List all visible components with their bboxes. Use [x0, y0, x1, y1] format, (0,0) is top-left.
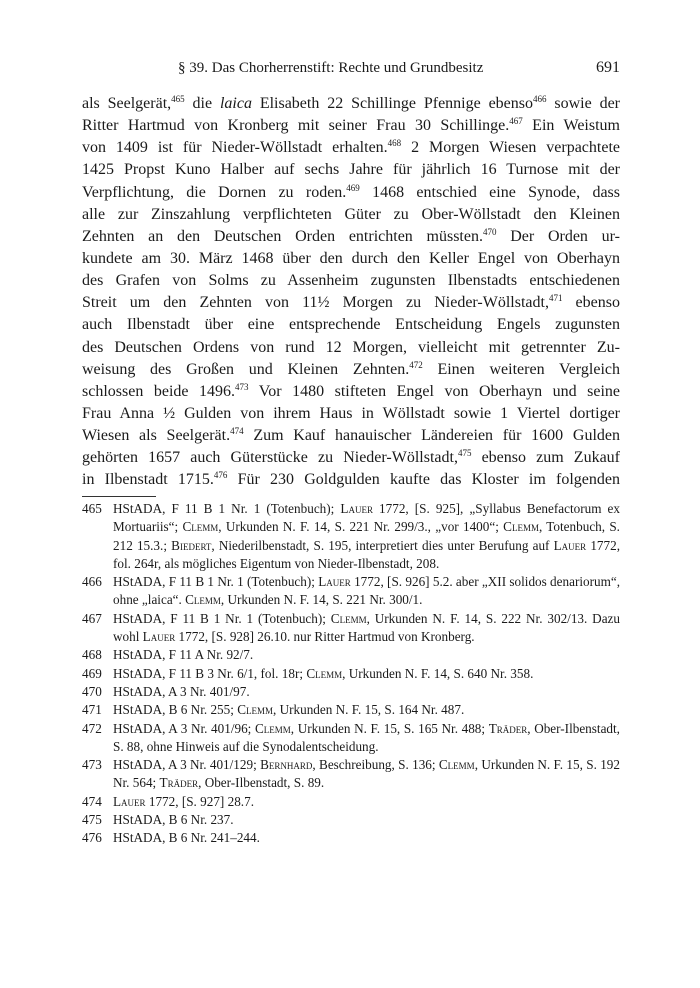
- footnote-ref[interactable]: 469: [346, 182, 360, 193]
- text-line: alle zur Zinszahlung verpflichteten Güter zu Ober-Wöllstadt den Kleinen: [82, 205, 620, 223]
- footnote-475: 475 HStADA, B 6 Nr. 237.: [82, 811, 620, 829]
- footnote-number: 474: [82, 793, 102, 809]
- footnote-number: 465: [82, 501, 102, 516]
- footnote-ref[interactable]: 468: [387, 138, 402, 149]
- text-line: Frau Anna ½ Gulden von ihrem Haus in Wöllstadt sowie 1 Viertel dortiger: [82, 404, 620, 422]
- running-header: [82, 60, 620, 84]
- running-title: § 39. Das Chorherrenstift: Rechte und Grundbesitz: [178, 60, 484, 76]
- footnote-466: 466 HStADA, F 11 B 1 Nr. 1 (Totenbuch); Lauer 1772, [S. 926] 5.2. aber „XII solidos denariorum“, ohne „laica“. Clemm, Urkunden N. F. 14, S. 221 Nr. 300/1.: [82, 574, 620, 608]
- footnote-ref[interactable]: 476: [213, 470, 228, 481]
- footnote-ref[interactable]: 470: [482, 226, 497, 237]
- text-line: weisung des Großen und Kleinen Zehnten.$^{472}$ Einen weiteren Vergleich: [82, 359, 620, 378]
- footnote-number: 476: [82, 830, 102, 846]
- footnote-476: 476 HStADA, B 6 Nr. 241–244.: [82, 829, 620, 847]
- footnote-ref[interactable]: 466: [533, 94, 547, 104]
- text-line: von 1409 ist für Nieder-Wöllstadt erhalten.$^{468}$ 2 Morgen Wiesen verpachtete: [82, 138, 620, 157]
- footnote-467: 467 HStADA, F 11 B 1 Nr. 1 (Totenbuch); Clemm, Urkunden N. F. 14, S. 222 Nr. 302/13. Dazu wohl Lauer 1772, [S. 928] 26.10. nur Ritter Hartmud von Kronberg.: [82, 610, 621, 645]
- footnote-465: 465 HStADA, F 11 B 1 Nr. 1 (Totenbuch); Lauer 1772, [S. 925], „Syllabus Benefactorum ex Mortuariis“; Clemm, Urkunden N. F. 14, S. 221 Nr. 299/3., „vor 1400“; Clemm, Totenbuch, S. 212 15.3.; Biedert, Niederilbenstadt, S. 195, interpretiert dies unter Berufung auf Lauer 1772, fol. 264r, als mögliches Eigentum von Nieder-Ilbenstadt, 208.: [82, 501, 620, 571]
- footnote-number: 468: [82, 647, 102, 663]
- footnote-ref[interactable]: 474: [230, 426, 244, 437]
- text-line: des Deutschen Ordens von rund 12 Morgen, vielleicht mit getrennter Zu-: [82, 338, 620, 356]
- footnote-number: 469: [82, 665, 102, 681]
- text-line: gehörten 1657 auch Güterstücke zu Nieder-Wöllstadt,$^{475}$ ebenso zum Zukauf: [82, 448, 620, 467]
- footnote-number: 471: [82, 702, 102, 718]
- footnote-473: 473 HStADA, A 3 Nr. 401/129; Bernhard, Beschreibung, S. 136; Clemm, Urkunden N. F. 15, S. 192 Nr. 564; Träder, Ober-Ilbenstadt, S. 89.: [82, 757, 620, 791]
- footnote-number: 475: [82, 812, 102, 828]
- footnote-ref[interactable]: 475: [457, 448, 472, 459]
- text-line: in Ilbenstadt 1715.$^{476}$ Für 230 Goldgulden kaufte das Kloster im folgenden: [82, 470, 620, 489]
- text-line: Zehnten an den Deutschen Orden entrichten müssten.$^{470}$ Der Orden ur-: [82, 226, 620, 245]
- page-number: 691: [596, 59, 620, 76]
- footnote-ref[interactable]: 473: [235, 381, 249, 392]
- footnote-number: 466: [82, 574, 102, 590]
- footnote-472: 472 HStADA, A 3 Nr. 401/96; Clemm, Urkunden N. F. 15, S. 165 Nr. 488; Träder, Ober-Ilbenstadt, S. 88, ohne Hinweis auf die Synodalentscheidung.: [82, 720, 620, 754]
- footnote-ref[interactable]: 471: [548, 293, 563, 304]
- footnotes: [82, 500, 620, 848]
- text-line: auch Ilbenstadt über eine entsprechende Entscheidung Engels zugunsten: [82, 316, 620, 334]
- text-line: 1425 Propst Kuno Halber auf sechs Jahre für jährlich 16 Turnose mit der: [82, 161, 620, 179]
- text-line: Ritter Hartmud von Kronberg mit seiner Frau 30 Schillinge.$^{467}$ Ein Weistum: [82, 116, 620, 135]
- footnote-number: 472: [82, 720, 102, 736]
- text-line: Wiesen als Seelgerät.$^{474}$ Zum Kauf hanauischer Ländereien für 1600 Gulden: [82, 426, 620, 445]
- main-text: [82, 93, 620, 492]
- footnote-469: 469 HStADA, F 11 B 3 Nr. 6/1, fol. 18r; Clemm, Urkunden N. F. 14, S. 640 Nr. 358.: [82, 665, 620, 683]
- footnote-number: 470: [82, 683, 102, 699]
- footnote-number: 467: [82, 610, 102, 626]
- text-line: Verpflichtung, die Dornen zu roden.$^{469}$ 1468 entschied eine Synode, dass: [82, 182, 620, 201]
- footnote-474: 474 Lauer 1772, [S. 927] 28.7.: [82, 793, 620, 811]
- footnote-470: 470 HStADA, A 3 Nr. 401/97.: [82, 683, 620, 701]
- footnote-ref[interactable]: 465: [171, 94, 185, 104]
- footnote-number: 473: [82, 757, 102, 773]
- text-line: als Seelgerät,$^{465}$ die laica Elisabeth 22 Schillinge Pfennige ebenso$^{466}$ sowie der: [82, 94, 620, 112]
- footnote-ref[interactable]: 472: [409, 359, 423, 370]
- footnote-divider: [82, 496, 156, 497]
- text-line: Streit um den Zehnten von 11½ Morgen zu Nieder-Wöllstadt,$^{471}$ ebenso: [82, 293, 620, 312]
- footnote-ref[interactable]: 467: [509, 116, 523, 127]
- text-line: schlossen beide 1496.$^{473}$ Vor 1480 stifteten Engel von Oberhayn und seine: [82, 381, 620, 400]
- text-line: des Grafen von Solms zu Assenheim zugunsten Ilbenstadts entschiedenen: [82, 272, 620, 290]
- text-line: kundete am 30. März 1468 über den durch den Keller Engel von Oberhayn: [82, 249, 620, 267]
- footnote-471: 471 HStADA, B 6 Nr. 255; Clemm, Urkunden N. F. 15, S. 164 Nr. 487.: [82, 701, 620, 719]
- footnote-468: 468 HStADA, F 11 A Nr. 92/7.: [82, 646, 620, 664]
